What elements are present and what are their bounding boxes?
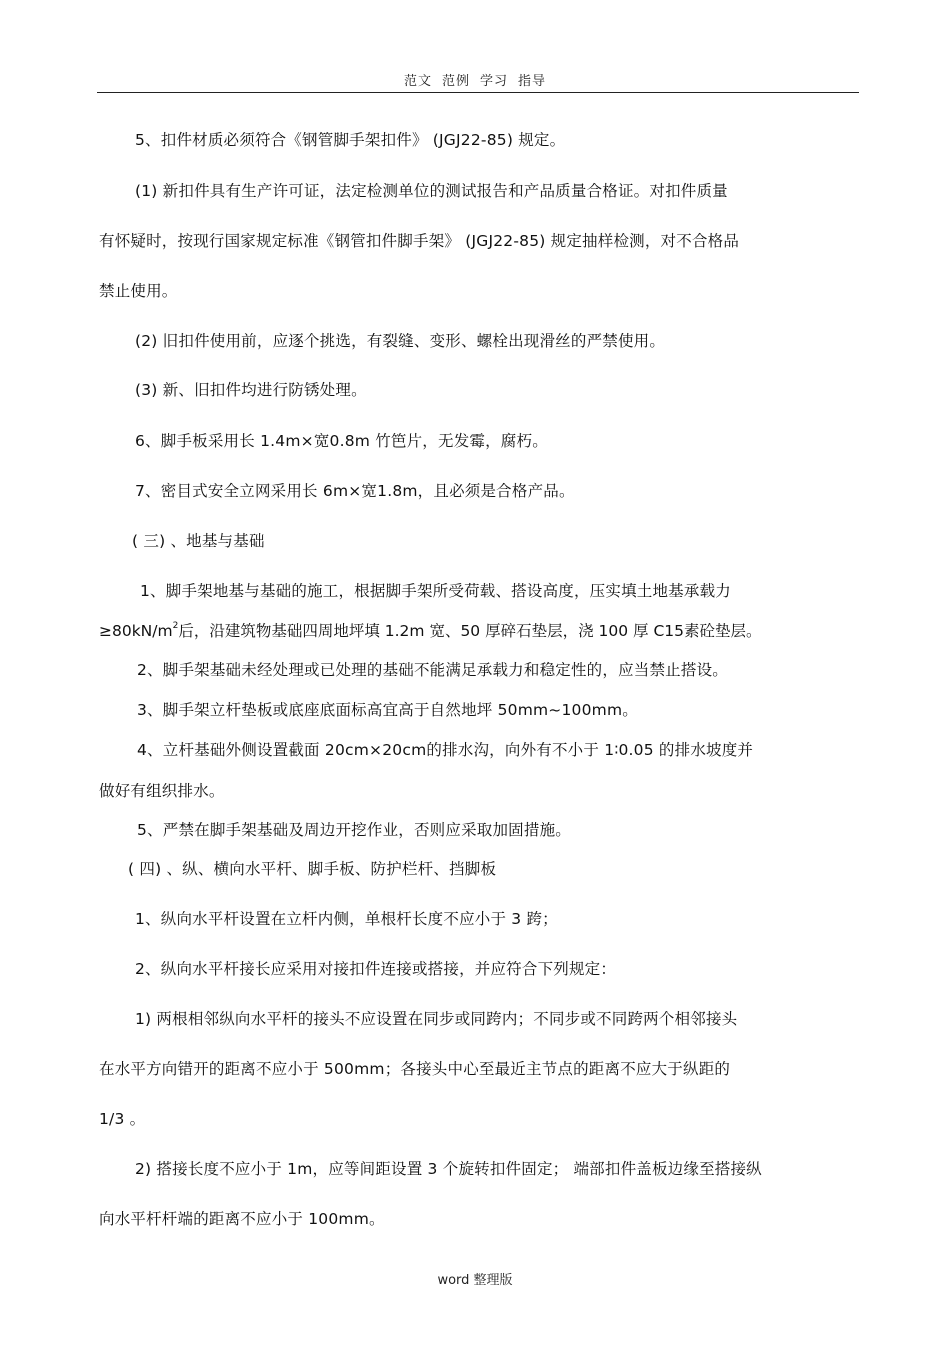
text-line: 2) 搭接长度不应小于 1m，应等间距设置 3 个旋转扣件固定； 端部扣件盖板边缘至搭接纵 — [135, 1160, 762, 1178]
text-line: 在水平方向错开的距离不应小于 500mm；各接头中心至最近主节点的距离不应大于纵距的 — [99, 1060, 731, 1078]
text-line: 1/3 。 — [99, 1110, 146, 1128]
header-rule — [97, 92, 859, 93]
text-line: 1、脚手架地基与基础的施工，根据脚手架所受荷载、搭设高度，压实填土地基承载力 — [140, 582, 731, 600]
text-line: 禁止使用。 — [99, 282, 178, 300]
text-line: 2、脚手架基础未经处理或已处理的基础不能满足承载力和稳定性的，应当禁止搭设。 — [137, 661, 728, 679]
text-line: 2、纵向水平杆接长应采用对接扣件连接或搭接，并应符合下列规定： — [135, 960, 617, 978]
text-line: (3) 新、旧扣件均进行防锈处理。 — [135, 381, 367, 399]
text-line: 1) 两根相邻纵向水平杆的接头不应设置在同步或同跨内；不同步或不同跨两个相邻接头 — [135, 1010, 738, 1028]
superscript: 2 — [172, 620, 179, 631]
header-part: 范文 — [403, 74, 432, 89]
text-fragment: ≥80kN/m — [99, 622, 173, 640]
text-line: 4、立杆基础外侧设置截面 20cm×20cm的排水沟，向外有不小于 1∶0.05 的排水坡度并 — [137, 741, 754, 759]
text-line: 5、扣件材质必须符合《钢管脚手架扣件》 (JGJ22-85) 规定。 — [135, 131, 566, 149]
text-fragment: 后，沿建筑物基础四周地坪填 1.2m 宽、50 厚碎石垫层，浇 100 厚 C15素砼垫层。 — [178, 622, 762, 640]
text-line: 有怀疑时，按现行国家规定标准《钢管扣件脚手架》 (JGJ22-85) 规定抽样检测，对不合格品 — [99, 232, 740, 250]
text-line: 6、脚手板采用长 1.4m×宽0.8m 竹笆片，无发霉，腐朽。 — [135, 432, 548, 450]
text-line: 3、脚手架立杆垫板或底座底面标高宜高于自然地坪 50mm~100mm。 — [137, 701, 638, 719]
text-line: 向水平杆杆端的距离不应小于 100mm。 — [99, 1210, 385, 1228]
page-footer: word 整理版 — [437, 1273, 513, 1288]
text-line: 做好有组织排水。 — [99, 782, 225, 800]
text-line: (1) 新扣件具有生产许可证，法定检测单位的测试报告和产品质量合格证。对扣件质量 — [135, 182, 728, 200]
section-heading: ( 四) 、纵、横向水平杆、脚手板、防护栏杆、挡脚板 — [128, 860, 497, 878]
section-heading: ( 三) 、地基与基础 — [132, 532, 265, 550]
page-header — [0, 70, 950, 89]
text-line: 5、严禁在脚手架基础及周边开挖作业，否则应采取加固措施。 — [137, 821, 571, 839]
header-part: 范例 — [441, 74, 470, 89]
text-line: 1、纵向水平杆设置在立杆内侧，单根杆长度不应小于 3 跨； — [135, 910, 558, 928]
text-line: 7、密目式安全立网采用长 6m×宽1.8m，且必须是合格产品。 — [135, 482, 575, 500]
text-line: (2) 旧扣件使用前，应逐个挑选，有裂缝、变形、螺栓出现滑丝的严禁使用。 — [135, 332, 666, 350]
text-line — [99, 621, 762, 641]
header-part: 指导 — [518, 74, 547, 89]
header-part: 学习 — [480, 74, 509, 89]
